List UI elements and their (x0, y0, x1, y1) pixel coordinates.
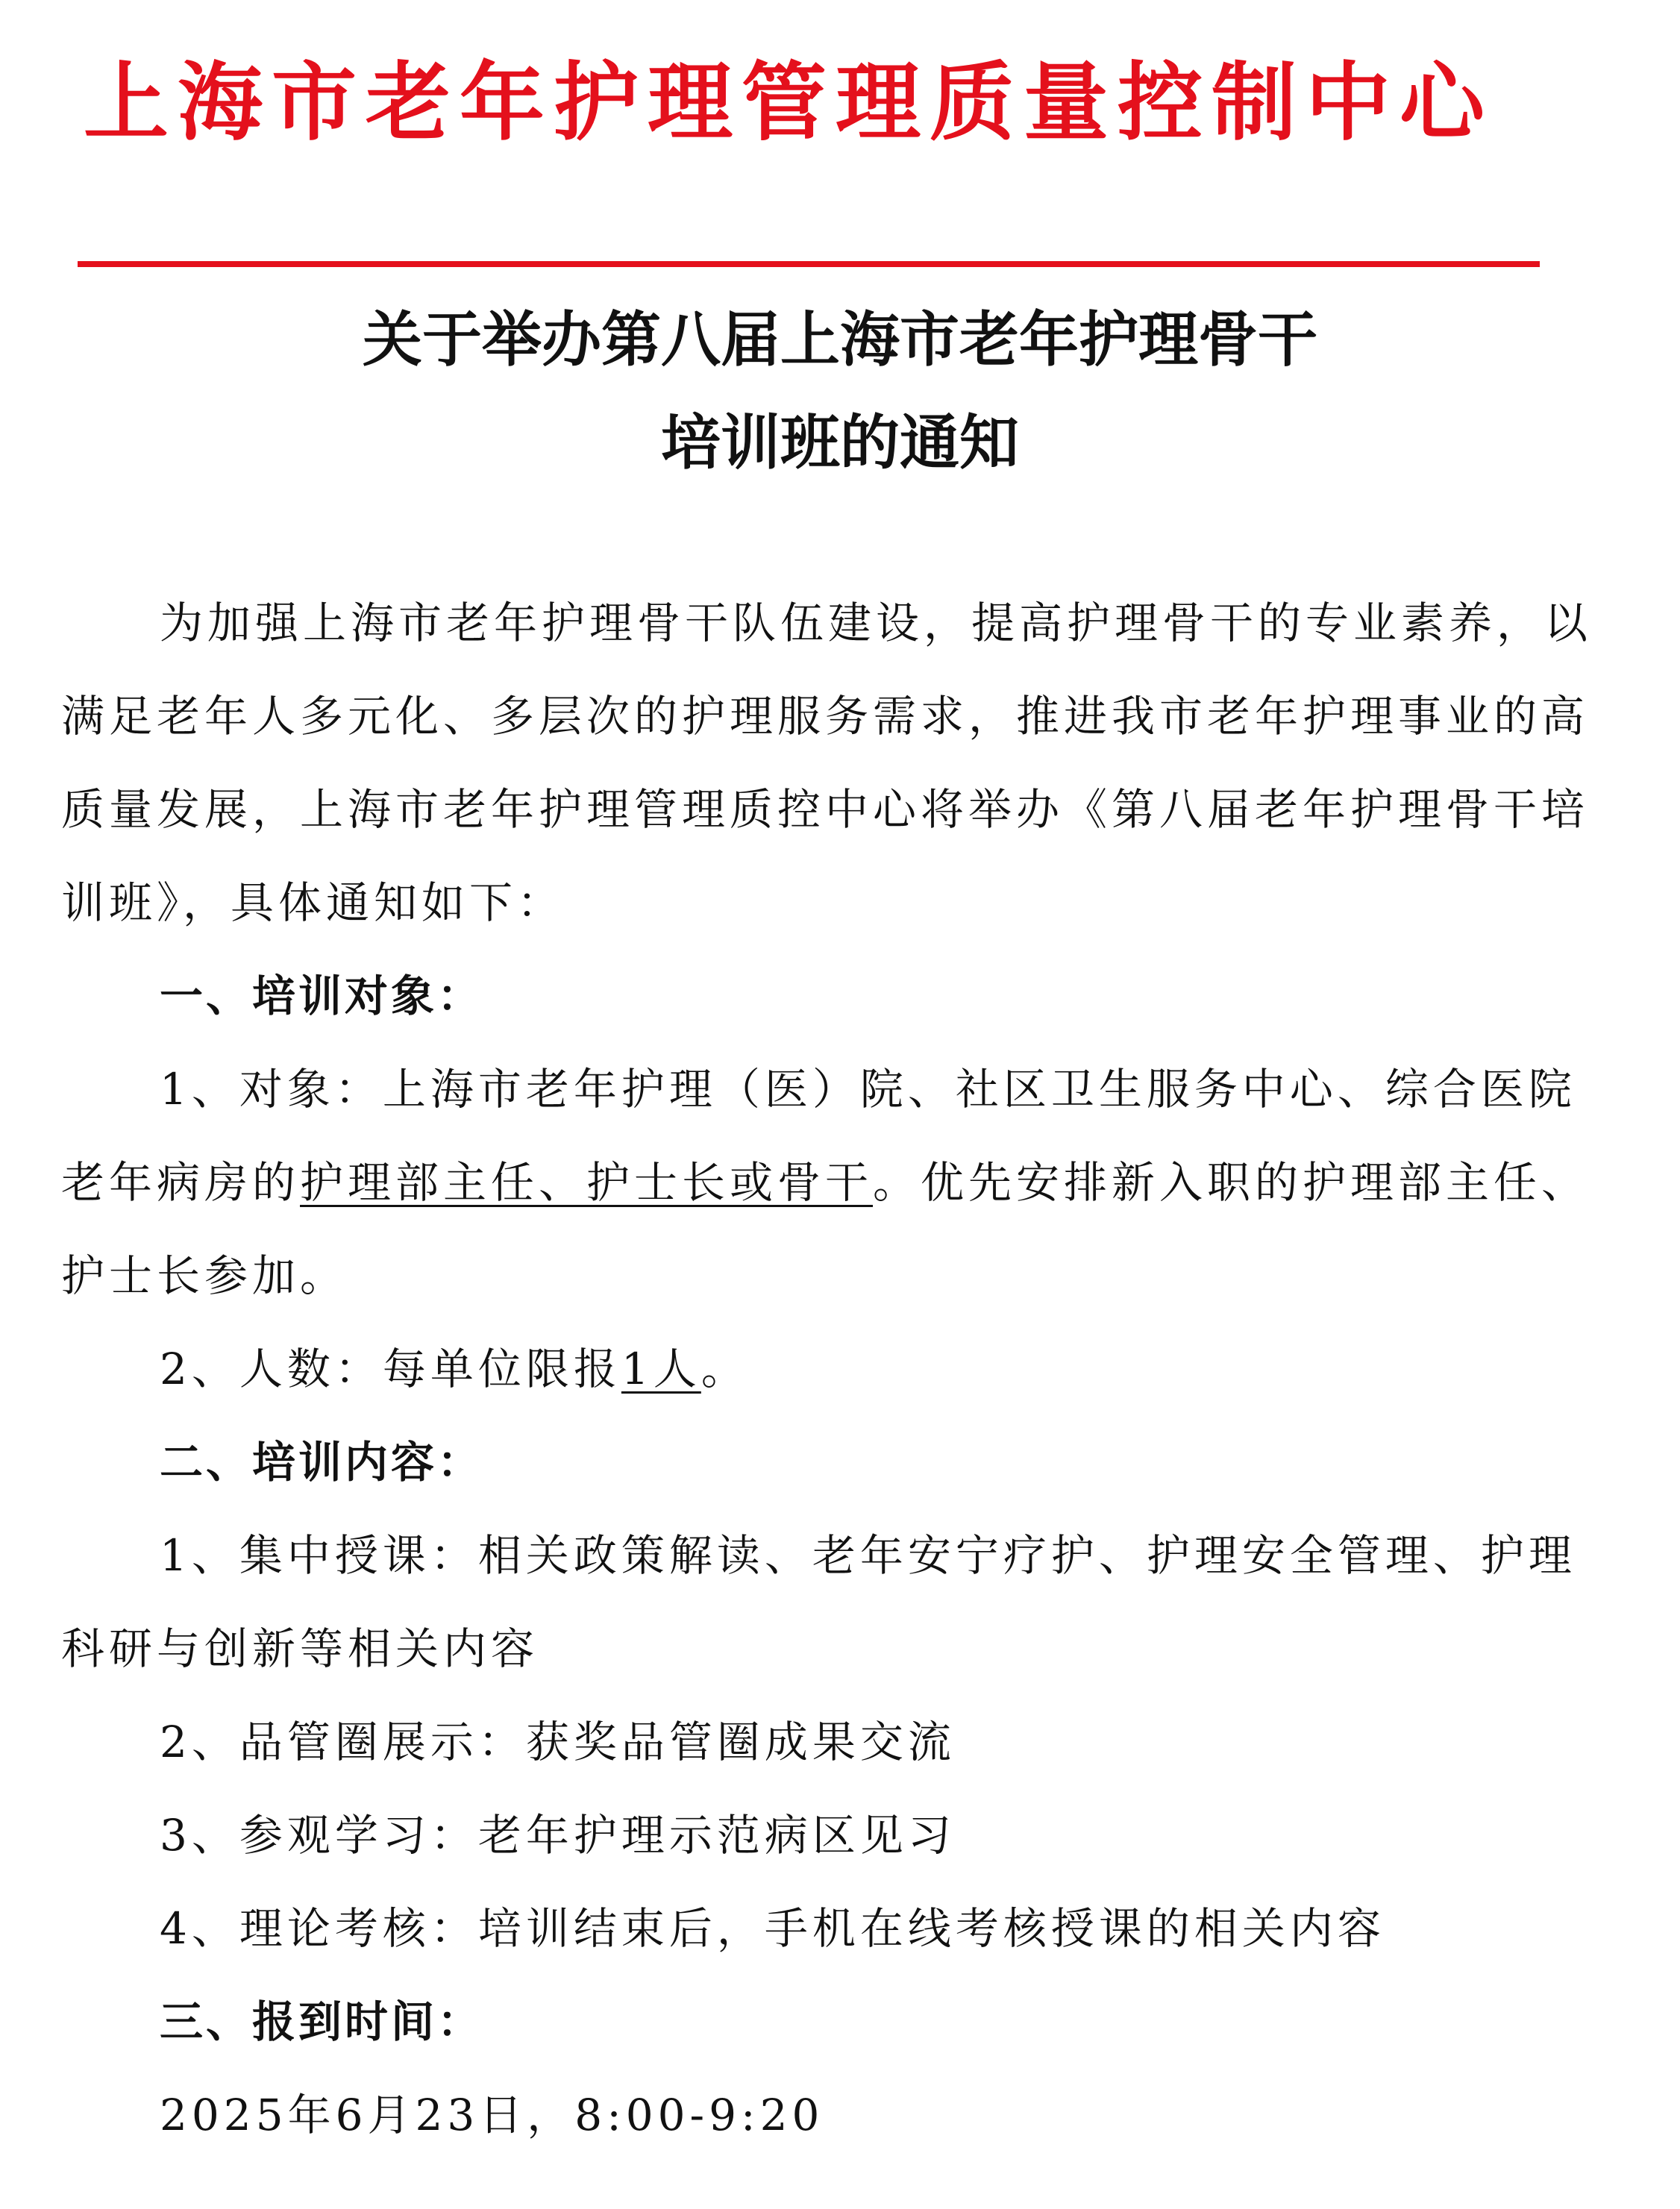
intro-line-2: 满足老年人多元化、多层次的护理服务需求，推进我市老年护理事业的高 (61, 691, 1590, 742)
content-item-2: 2、品管圈展示：获奖品管圈成果交流 (160, 1717, 956, 1767)
intro-line-4: 训班》，具体通知如下： (61, 877, 565, 928)
registration-time: 2025年6月23日，8:00-9:20 (160, 2090, 824, 2140)
content-item-4: 4、理论考核：培训结束后，手机在线考核授课的相关内容 (160, 1903, 1385, 1954)
document-title-line2: 培训班的通知 (661, 407, 1019, 477)
header-divider (78, 261, 1540, 267)
target-item-1-line-2: 老年病房的护理部主任、护士长或骨干。优先安排新入职的护理部主任、 (61, 1157, 1590, 1208)
section-heading-registration: 三、报到时间： (160, 1996, 484, 2047)
underlined-count: 1人 (621, 1344, 701, 1394)
document-title-line1: 关于举办第八届上海市老年护理骨干 (363, 304, 1317, 375)
organization-header: 上海市老年护理管理质量控制中心 (84, 52, 1494, 152)
intro-line-1: 为加强上海市老年护理骨干队伍建设，提高护理骨干的专业素养，以 (160, 598, 1593, 648)
intro-line-3: 质量发展，上海市老年护理管理质控中心将举办《第八届老年护理骨干培 (61, 784, 1590, 835)
underlined-roles: 护理部主任、护士长或骨干 (300, 1157, 874, 1208)
content-item-1-line-1: 1、集中授课：相关政策解读、老年安宁疗护、护理安全管理、护理 (160, 1530, 1576, 1581)
section-heading-content: 二、培训内容： (160, 1437, 484, 1488)
content-item-3: 3、参观学习：老年护理示范病区见习 (160, 1810, 956, 1861)
target-item-1-line-3: 护士长参加。 (61, 1250, 348, 1301)
target-item-2: 2、人数：每单位限报1人。 (160, 1344, 749, 1394)
content-item-1-line-2: 科研与创新等相关内容 (61, 1623, 539, 1674)
section-heading-target: 一、培训对象： (160, 971, 484, 1021)
target-item-1-line-1: 1、对象：上海市老年护理（医）院、社区卫生服务中心、综合医院 (160, 1064, 1576, 1115)
